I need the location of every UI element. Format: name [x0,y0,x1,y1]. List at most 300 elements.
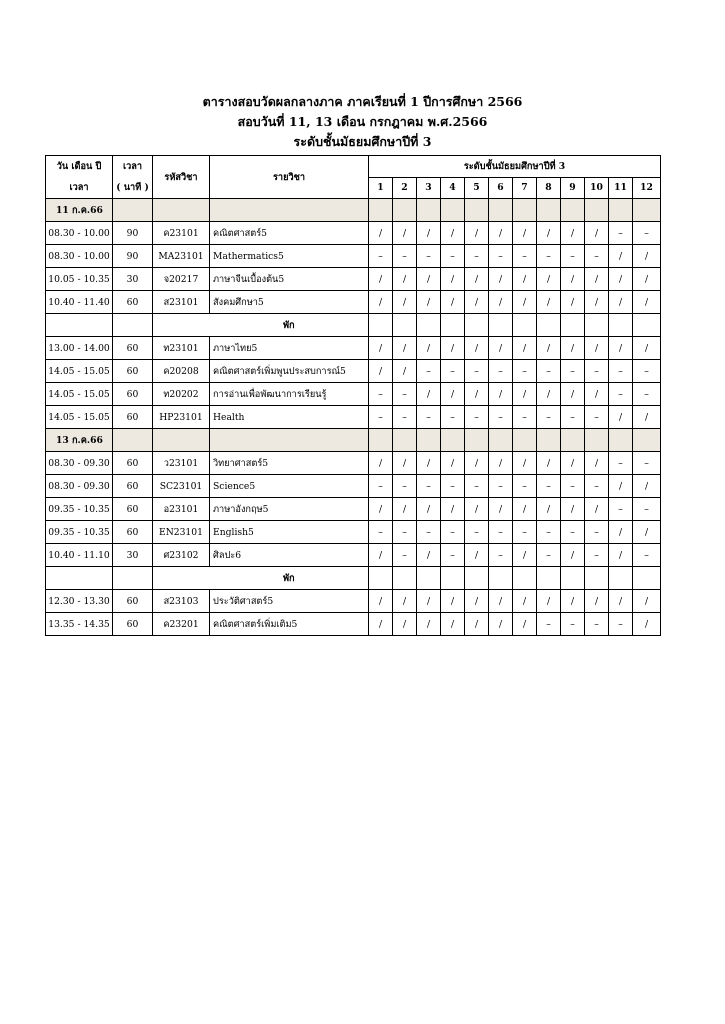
class-mark-9: / [561,291,585,314]
subject-name: ศิลปะ6 [210,544,369,567]
class-mark-8: – [537,245,561,268]
class-mark-12: – [633,498,661,521]
class-mark-8: / [537,268,561,291]
exam-time: 09.35 - 10.35 [46,521,113,544]
header-time: เวลา [46,177,113,199]
subject-name: วิทยาศาสตร์5 [210,452,369,475]
class-mark-9: / [561,544,585,567]
subject-code: EN23101 [153,521,210,544]
empty-cell [513,429,537,452]
class-mark-1: – [369,521,393,544]
exam-schedule-table [45,155,661,636]
empty-cell [585,567,609,590]
class-mark-7: / [513,613,537,636]
class-mark-7: / [513,337,537,360]
empty-cell [417,199,441,222]
class-mark-2: / [393,291,417,314]
exam-duration: 60 [113,360,153,383]
break-row [46,314,661,337]
empty-cell [113,314,153,337]
class-mark-8: – [537,613,561,636]
exam-row [46,291,661,314]
class-mark-4: / [441,498,465,521]
empty-cell [489,199,513,222]
subject-code: ค23201 [153,613,210,636]
class-mark-10: – [585,245,609,268]
header-class-4: 4 [441,177,465,199]
class-mark-2: – [393,521,417,544]
class-mark-7: / [513,222,537,245]
class-mark-10: – [585,475,609,498]
class-mark-10: / [585,291,609,314]
class-mark-12: – [633,383,661,406]
class-mark-4: – [441,544,465,567]
empty-cell [633,429,661,452]
class-mark-3: – [417,245,441,268]
header-class-9: 9 [561,177,585,199]
class-mark-3: / [417,544,441,567]
class-mark-2: / [393,613,417,636]
class-mark-12: / [633,245,661,268]
empty-cell [561,567,585,590]
class-mark-8: / [537,222,561,245]
document-header [0,92,725,152]
class-mark-4: / [441,590,465,613]
header-class-7: 7 [513,177,537,199]
class-mark-3: – [417,360,441,383]
class-mark-8: / [537,383,561,406]
class-mark-4: / [441,383,465,406]
class-mark-9: / [561,337,585,360]
class-mark-11: / [609,475,633,498]
class-mark-5: / [465,291,489,314]
class-mark-9: – [561,521,585,544]
exam-row [46,268,661,291]
class-mark-4: – [441,360,465,383]
empty-cell [153,429,210,452]
empty-cell [369,199,393,222]
class-mark-5: / [465,452,489,475]
class-mark-5: / [465,613,489,636]
empty-cell [153,314,210,337]
exam-duration: 60 [113,406,153,429]
class-mark-1: / [369,222,393,245]
exam-time: 14.05 - 15.05 [46,383,113,406]
header-class-6: 6 [489,177,513,199]
class-mark-9: / [561,498,585,521]
exam-dates: สอบวันที่ 11, 13 เดือน กรกฎาคม พ.ศ.2566 [237,114,488,129]
class-mark-8: – [537,360,561,383]
subject-code: ส23101 [153,291,210,314]
class-mark-11: – [609,452,633,475]
class-mark-8: – [537,406,561,429]
empty-cell [113,429,153,452]
class-mark-10: – [585,521,609,544]
class-mark-1: – [369,383,393,406]
class-mark-9: / [561,383,585,406]
header-class-10: 10 [585,177,609,199]
class-mark-7: / [513,268,537,291]
class-mark-11: / [609,590,633,613]
exam-row [46,406,661,429]
class-mark-1: / [369,337,393,360]
class-mark-8: – [537,544,561,567]
class-mark-6: / [489,337,513,360]
empty-cell [153,567,210,590]
exam-time: 12.30 - 13.30 [46,590,113,613]
class-mark-9: / [561,268,585,291]
empty-cell [489,314,513,337]
class-mark-9: / [561,452,585,475]
class-mark-1: / [369,360,393,383]
subject-name: ภาษาจีนเบื้องต้น5 [210,268,369,291]
subject-name: สังคมศึกษา5 [210,291,369,314]
exam-time: 10.05 - 10.35 [46,268,113,291]
class-mark-5: / [465,590,489,613]
class-mark-11: – [609,383,633,406]
class-mark-3: / [417,452,441,475]
class-mark-10: / [585,383,609,406]
empty-cell [561,199,585,222]
class-mark-12: – [633,544,661,567]
class-mark-8: / [537,452,561,475]
subject-code: ศ23102 [153,544,210,567]
header-subject: รายวิชา [210,156,369,199]
exam-duration: 60 [113,383,153,406]
exam-time: 09.35 - 10.35 [46,498,113,521]
class-mark-9: / [561,222,585,245]
class-mark-6: – [489,406,513,429]
class-mark-11: / [609,406,633,429]
header-duration-top: เวลา [113,156,153,178]
class-mark-5: / [465,498,489,521]
class-mark-7: – [513,406,537,429]
class-mark-6: / [489,613,513,636]
exam-duration: 60 [113,613,153,636]
class-mark-5: – [465,406,489,429]
class-mark-3: – [417,406,441,429]
empty-cell [417,429,441,452]
class-mark-11: / [609,291,633,314]
exam-row [46,337,661,360]
class-mark-2: – [393,475,417,498]
class-mark-1: / [369,590,393,613]
class-mark-2: / [393,498,417,521]
class-mark-9: – [561,613,585,636]
class-mark-4: – [441,521,465,544]
subject-name: ภาษาไทย5 [210,337,369,360]
exam-duration: 60 [113,521,153,544]
class-mark-9: – [561,245,585,268]
class-mark-2: / [393,222,417,245]
empty-cell [465,567,489,590]
empty-cell [393,567,417,590]
empty-cell [441,429,465,452]
class-mark-10: / [585,452,609,475]
class-mark-11: / [609,521,633,544]
class-mark-9: / [561,590,585,613]
exam-duration: 60 [113,291,153,314]
subject-name: English5 [210,521,369,544]
empty-cell [609,314,633,337]
empty-cell [561,314,585,337]
class-mark-7: / [513,291,537,314]
day-label: 11 ก.ค.66 [46,199,113,222]
class-mark-1: – [369,475,393,498]
class-mark-3: / [417,498,441,521]
subject-name: ประวัติศาสตร์5 [210,590,369,613]
exam-time: 14.05 - 15.05 [46,406,113,429]
empty-cell [417,314,441,337]
subject-name: Science5 [210,475,369,498]
class-mark-12: / [633,268,661,291]
exam-row [46,613,661,636]
header-row-top [46,156,661,178]
class-mark-6: / [489,268,513,291]
empty-cell [633,567,661,590]
empty-cell [537,199,561,222]
class-mark-7: / [513,383,537,406]
subject-name: การอ่านเพื่อพัฒนาการเรียนรู้ [210,383,369,406]
class-mark-3: / [417,291,441,314]
empty-cell [441,199,465,222]
class-mark-1: – [369,245,393,268]
exam-time: 08.30 - 09.30 [46,475,113,498]
empty-cell [153,199,210,222]
class-mark-12: – [633,452,661,475]
class-mark-12: – [633,360,661,383]
empty-cell [393,314,417,337]
exam-time: 13.35 - 14.35 [46,613,113,636]
class-mark-10: – [585,406,609,429]
empty-cell [489,429,513,452]
exam-row [46,245,661,268]
empty-cell [465,314,489,337]
empty-cell [393,199,417,222]
subject-name: Health [210,406,369,429]
class-mark-6: – [489,521,513,544]
class-mark-3: / [417,337,441,360]
class-mark-7: – [513,521,537,544]
class-mark-10: / [585,590,609,613]
empty-cell [369,567,393,590]
class-mark-5: / [465,383,489,406]
class-mark-4: / [441,337,465,360]
header-class-12: 12 [633,177,661,199]
class-mark-12: / [633,590,661,613]
header-class-2: 2 [393,177,417,199]
subject-name: คณิตศาสตร์เพิ่มพูนประสบการณ์5 [210,360,369,383]
subject-code: SC23101 [153,475,210,498]
class-mark-8: / [537,590,561,613]
empty-cell [633,199,661,222]
day-row [46,199,661,222]
empty-cell [393,429,417,452]
empty-cell [585,314,609,337]
class-mark-3: / [417,613,441,636]
exam-row [46,452,661,475]
class-mark-9: – [561,406,585,429]
class-mark-1: / [369,544,393,567]
empty-cell [465,199,489,222]
class-mark-2: / [393,337,417,360]
class-mark-11: / [609,544,633,567]
class-mark-3: / [417,590,441,613]
class-mark-7: / [513,452,537,475]
class-mark-8: – [537,521,561,544]
subject-code: HP23101 [153,406,210,429]
class-mark-9: – [561,475,585,498]
class-mark-8: – [537,475,561,498]
empty-cell [113,199,153,222]
class-mark-10: / [585,498,609,521]
break-label: พัก [210,567,369,590]
exam-row [46,521,661,544]
class-mark-8: / [537,498,561,521]
exam-time: 10.40 - 11.10 [46,544,113,567]
class-mark-2: – [393,544,417,567]
class-mark-4: / [441,268,465,291]
class-mark-4: / [441,452,465,475]
exam-duration: 60 [113,590,153,613]
exam-row [46,590,661,613]
class-mark-12: / [633,521,661,544]
class-mark-4: / [441,291,465,314]
class-mark-5: – [465,360,489,383]
header-level: ระดับชั้นมัธยมศึกษาปีที่ 3 [369,156,661,178]
subject-name: Mathermatics5 [210,245,369,268]
empty-cell [489,567,513,590]
class-mark-6: / [489,291,513,314]
empty-cell [441,567,465,590]
class-mark-6: / [489,590,513,613]
empty-cell [537,314,561,337]
header-day-month-year: วัน เดือน ปี [46,156,113,178]
exam-time: 08.30 - 10.00 [46,245,113,268]
header-class-8: 8 [537,177,561,199]
class-mark-12: / [633,613,661,636]
empty-cell [585,429,609,452]
class-mark-7: – [513,245,537,268]
exam-duration: 60 [113,498,153,521]
class-mark-7: / [513,498,537,521]
class-mark-2: / [393,268,417,291]
header-class-5: 5 [465,177,489,199]
empty-cell [537,429,561,452]
class-mark-11: / [609,268,633,291]
class-mark-6: – [489,360,513,383]
subject-code: ค23101 [153,222,210,245]
class-mark-10: / [585,222,609,245]
subject-code: ท20202 [153,383,210,406]
class-mark-10: – [585,360,609,383]
empty-cell [609,199,633,222]
exam-duration: 90 [113,222,153,245]
class-mark-5: / [465,268,489,291]
subject-name: ภาษาอังกฤษ5 [210,498,369,521]
exam-time: 14.05 - 15.05 [46,360,113,383]
day-row [46,429,661,452]
class-mark-4: – [441,406,465,429]
empty-cell [537,567,561,590]
subject-code: ค20208 [153,360,210,383]
class-mark-10: / [585,337,609,360]
exam-title: ตารางสอบวัดผลกลางภาค ภาคเรียนที่ 1 ปีการศึกษา 2566 [202,94,523,109]
class-mark-5: – [465,521,489,544]
class-mark-5: / [465,337,489,360]
empty-cell [210,429,369,452]
exam-row [46,498,661,521]
class-mark-2: / [393,590,417,613]
empty-cell [417,567,441,590]
exam-row [46,475,661,498]
class-mark-8: / [537,337,561,360]
class-mark-11: – [609,613,633,636]
exam-duration: 60 [113,452,153,475]
class-mark-10: – [585,544,609,567]
subject-code: ส23103 [153,590,210,613]
class-mark-11: / [609,337,633,360]
class-mark-6: – [489,544,513,567]
class-mark-3: / [417,383,441,406]
class-mark-12: / [633,406,661,429]
class-mark-11: / [609,245,633,268]
empty-cell [210,199,369,222]
empty-cell [465,429,489,452]
subject-code: ท23101 [153,337,210,360]
exam-time: 10.40 - 11.40 [46,291,113,314]
class-mark-4: – [441,245,465,268]
break-row [46,567,661,590]
class-mark-3: / [417,222,441,245]
exam-row [46,360,661,383]
class-mark-3: / [417,268,441,291]
class-mark-2: / [393,360,417,383]
empty-cell [585,199,609,222]
class-mark-10: – [585,613,609,636]
exam-duration: 30 [113,268,153,291]
class-mark-5: – [465,475,489,498]
empty-cell [513,567,537,590]
header-code: รหัสวิชา [153,156,210,199]
subject-name: คณิตศาสตร์5 [210,222,369,245]
subject-code: MA23101 [153,245,210,268]
exam-time: 13.00 - 14.00 [46,337,113,360]
header-class-1: 1 [369,177,393,199]
class-mark-7: / [513,590,537,613]
class-mark-6: – [489,245,513,268]
empty-cell [513,314,537,337]
class-mark-6: / [489,383,513,406]
class-mark-1: / [369,498,393,521]
empty-cell [441,314,465,337]
class-mark-4: – [441,475,465,498]
class-mark-6: – [489,475,513,498]
class-mark-9: – [561,360,585,383]
exam-duration: 30 [113,544,153,567]
exam-row [46,544,661,567]
class-mark-11: – [609,498,633,521]
class-mark-10: / [585,268,609,291]
class-mark-2: – [393,245,417,268]
class-mark-1: / [369,613,393,636]
empty-cell [513,199,537,222]
empty-cell [369,314,393,337]
exam-duration: 60 [113,475,153,498]
class-mark-11: – [609,360,633,383]
empty-cell [561,429,585,452]
subject-name: คณิตศาสตร์เพิ่มเติม5 [210,613,369,636]
